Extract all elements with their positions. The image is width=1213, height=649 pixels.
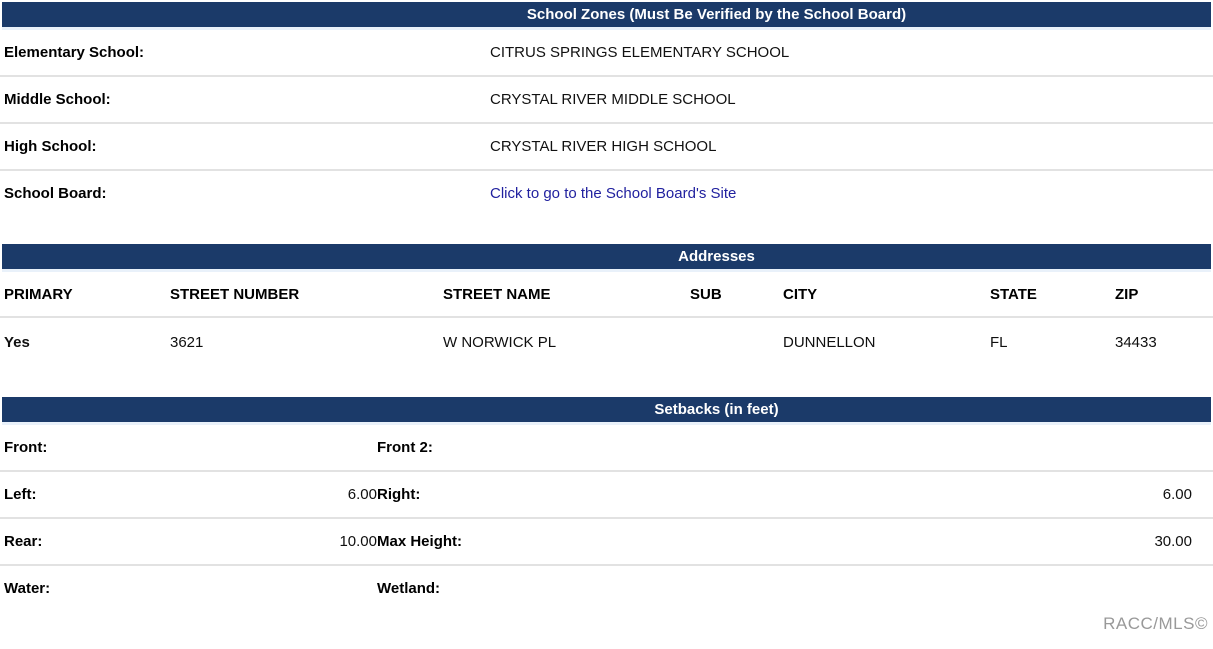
setbacks-row-rear-maxheight xyxy=(0,519,1213,566)
elementary-school-row xyxy=(0,30,1213,77)
school-zones-section xyxy=(0,2,1213,216)
addresses-header-bar xyxy=(2,244,1211,272)
school-board-row xyxy=(0,171,1213,216)
addresses-column-header-row xyxy=(0,272,1213,318)
address-street-name: W NORWICK PL xyxy=(443,333,557,351)
high-school-row xyxy=(0,124,1213,171)
max-height-label: Max Height: xyxy=(377,533,463,550)
address-city: DUNNELLON xyxy=(783,333,876,351)
column-header-street-name: STREET NAME xyxy=(443,285,551,303)
address-zip: 34433 xyxy=(1115,333,1157,351)
left-label: Left: xyxy=(4,486,37,503)
setbacks-row-left-right xyxy=(0,472,1213,519)
addresses-section xyxy=(0,244,1213,366)
high-school-value: CRYSTAL RIVER HIGH SCHOOL xyxy=(490,138,717,155)
elementary-school-label: Elementary School: xyxy=(4,44,145,61)
column-header-sub: SUB xyxy=(690,285,722,303)
column-header-city: CITY xyxy=(783,285,818,303)
column-header-street-number: STREET NUMBER xyxy=(170,285,300,303)
school-board-link[interactable]: Click to go to the School Board's Site xyxy=(490,185,737,202)
address-street-number: 3621 xyxy=(170,333,204,351)
front-label: Front: xyxy=(4,439,48,456)
front2-label: Front 2: xyxy=(377,439,433,456)
addresses-title: Addresses xyxy=(678,247,755,265)
setbacks-title: Setbacks (in feet) xyxy=(654,400,779,418)
middle-school-row xyxy=(0,77,1213,124)
max-height-value: 30.00 xyxy=(1154,533,1192,550)
address-primary: Yes xyxy=(4,333,30,351)
rear-label: Rear: xyxy=(4,533,43,550)
elementary-school-value: CITRUS SPRINGS ELEMENTARY SCHOOL xyxy=(490,44,790,61)
column-header-state: STATE xyxy=(990,285,1037,303)
right-label: Right: xyxy=(377,486,421,503)
address-table-row xyxy=(0,318,1213,366)
column-header-primary: PRIMARY xyxy=(4,285,73,303)
footer-line xyxy=(0,614,1213,634)
middle-school-value: CRYSTAL RIVER MIDDLE SCHOOL xyxy=(490,91,736,108)
school-zones-header-bar xyxy=(2,2,1211,30)
setbacks-row-water-wetland xyxy=(0,566,1213,611)
setbacks-row-front xyxy=(0,425,1213,472)
rear-value: 10.00 xyxy=(339,533,377,550)
setbacks-header-bar xyxy=(2,397,1211,425)
left-value: 6.00 xyxy=(347,486,377,503)
school-zones-title: School Zones (Must Be Verified by the School Board) xyxy=(526,5,907,23)
mls-watermark: RACC/MLS© xyxy=(1103,614,1208,633)
school-board-label: School Board: xyxy=(4,185,107,202)
wetland-label: Wetland: xyxy=(377,580,441,597)
column-header-zip: ZIP xyxy=(1115,285,1139,303)
middle-school-label: Middle School: xyxy=(4,91,111,108)
high-school-label: High School: xyxy=(4,138,97,155)
setbacks-section xyxy=(0,397,1213,611)
right-value: 6.00 xyxy=(1162,486,1192,503)
water-label: Water: xyxy=(4,580,51,597)
address-state: FL xyxy=(990,333,1008,351)
